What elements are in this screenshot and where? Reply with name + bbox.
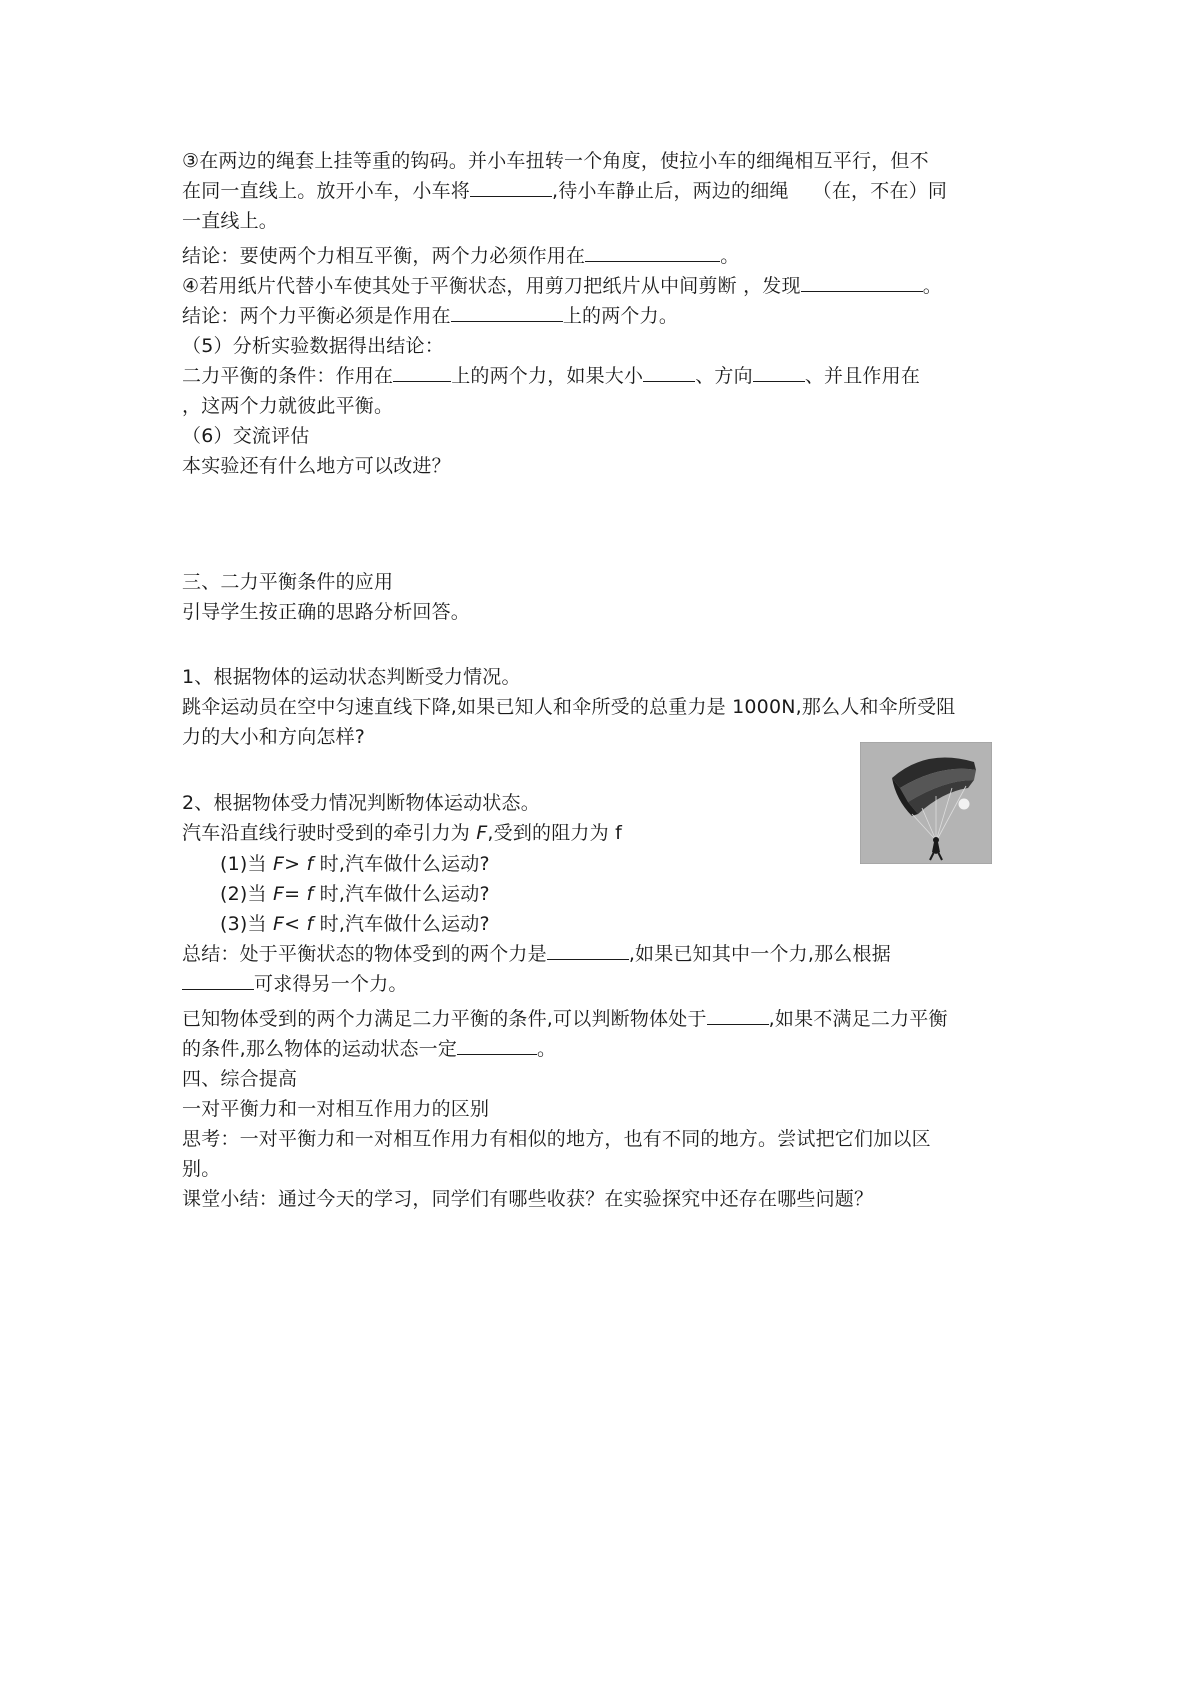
fill-blank	[585, 243, 720, 262]
text-line: 别。	[182, 1158, 221, 1180]
fill-blank	[753, 363, 805, 382]
text-line: 的条件,那么物体的运动状态一定 。	[182, 1038, 557, 1060]
text-line: ④若用纸片代替小车使其处于平衡状态，用剪刀把纸片从中间剪断 ，发现 。	[182, 275, 942, 297]
text-line: 总结：处于平衡状态的物体受到的两个力是 ,如果已知其中一个力,那么根据	[182, 943, 891, 965]
fill-blank	[801, 273, 923, 292]
section-heading: 三、二力平衡条件的应用	[182, 571, 394, 593]
text-line: 在同一直线上。放开小车，小车将 ,待小车静止后，两边的细绳 （在，不在）同	[182, 180, 948, 202]
text-line: 一对平衡力和一对相互作用力的区别	[182, 1098, 490, 1120]
fill-blank	[457, 1036, 537, 1055]
text-line: 课堂小结：通过今天的学习，同学们有哪些收获？在实验探究中还存在哪些问题？	[182, 1188, 874, 1210]
list-item: (3)当 F< f 时,汽车做什么运动?	[220, 913, 490, 935]
fill-blank	[547, 941, 629, 960]
text-line: 可求得另一个力。	[182, 969, 1022, 999]
section-heading: 2、根据物体受力情况判断物体运动状态。	[182, 792, 540, 814]
section-heading: （6）交流评估	[182, 425, 310, 447]
text-line: 二力平衡的条件：作用在 上的两个力，如果大小 、方向 、并且作用在	[182, 365, 921, 387]
list-item: (2)当 F= f 时,汽车做什么运动?	[220, 883, 490, 905]
text-line: 思考：一对平衡力和一对相互作用力有相似的地方，也有不同的地方。尝试把它们加以区	[182, 1128, 931, 1150]
text-line: 一直线上。	[182, 210, 279, 232]
section-heading: 1、根据物体的运动状态判断受力情况。	[182, 666, 521, 688]
text-line: 跳伞运动员在空中匀速直线下降,如果已知人和伞所受的总重力是 1000N,那么人和伞所受阻	[182, 696, 956, 718]
fill-blank	[707, 1006, 769, 1025]
text-line: 力的大小和方向怎样?	[182, 726, 366, 748]
fill-blank	[182, 971, 254, 990]
fill-blank	[643, 363, 695, 382]
text-line: ③在两边的绳套上挂等重的钩码。并小车扭转一个角度，使拉小车的细绳相互平行，但不	[182, 150, 929, 172]
section-heading: 四、综合提高	[182, 1068, 298, 1090]
text-line: 已知物体受到的两个力满足二力平衡的条件,可以判断物体处于 ,如果不满足二力平衡	[182, 1008, 948, 1030]
text-line: 结论：要使两个力相互平衡，两个力必须作用在 。	[182, 245, 740, 267]
text-line: 本实验还有什么地方可以改进？	[182, 455, 451, 477]
fill-blank	[393, 363, 451, 382]
parachute-photo-icon	[860, 742, 992, 864]
fill-blank	[470, 178, 552, 197]
text-line: 汽车沿直线行驶时受到的牵引力为 F,受到的阻力为 f	[182, 822, 622, 844]
fill-blank	[451, 303, 563, 322]
list-item: (1)当 F> f 时,汽车做什么运动?	[220, 853, 490, 875]
section-heading: （5）分析实验数据得出结论：	[182, 335, 444, 357]
text-line: 结论：两个力平衡必须是作用在 上的两个力。	[182, 305, 679, 327]
text-line: ，这两个力就彼此平衡。	[182, 395, 394, 417]
text-line: 引导学生按正确的思路分析回答。	[182, 601, 471, 623]
